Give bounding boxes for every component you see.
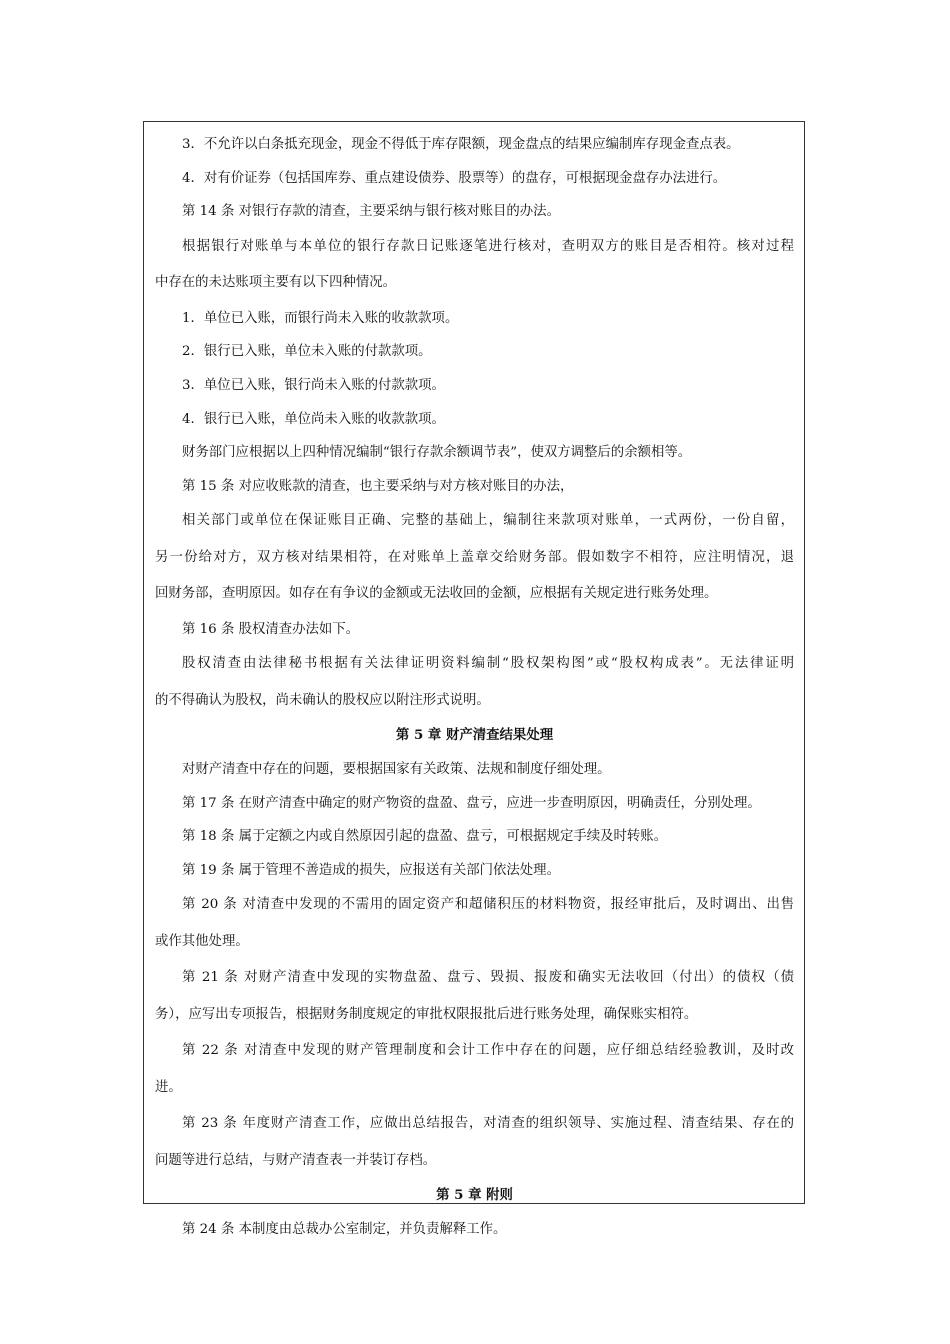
paragraph-line: 回财务部，查明原因。如存在有争议的金额或无法收回的金额，应根据有关规定进行账务处理。 [155,586,718,602]
article-19: 第 19 条 属于管理不善造成的损失，应报送有关部门依法处理。 [182,862,560,878]
article-16: 第 16 条 股权清查办法如下。 [182,621,360,637]
paragraph-line: 的不得确认为股权，尚未确认的股权应以附注形式说明。 [155,692,490,708]
list-item: 2．银行已入账，单位未入账的付款款项。 [182,344,432,360]
paragraph-line: 4．对有价证券（包括国库券、重点建设债券、股票等）的盘存，可根据现金盘存办法进行。 [182,170,727,186]
article-24: 第 24 条 本制度由总裁办公室制定，并负责解释工作。 [182,1222,507,1237]
chapter-heading: 第 5 章 附则 [436,1187,513,1204]
list-item: 3．单位已入账，银行尚未入账的付款款项。 [182,377,445,393]
list-item: 4．银行已入账，单位尚未入账的收款款项。 [182,411,445,427]
paragraph-line: 中存在的未达账项主要有以下四种情况。 [155,275,397,291]
paragraph-line: 相关部门或单位在保证账目正确、完整的基础上，编制往来款项对账单，一式两份，一份自留， [182,513,794,529]
paragraph-line: 3．不允许以白条抵充现金，现金不得低于库存限额，现金盘点的结果应编制库存现金查点表。 [182,137,740,152]
paragraph-line: 进。 [155,1079,182,1095]
paragraph-line: 问题等进行总结，与财产清查表一并装订存档。 [155,1152,437,1168]
paragraph-line: 或作其他处理。 [155,933,249,949]
paragraph-line: 另一份给对方，双方核对结果相符，在对账单上盖章交给财务部。假如数字不相符，应注明情况，退 [155,549,794,565]
paragraph-line: 务），应写出专项报告，根据财务制度规定的审批权限报批后进行账务处理，确保账实相符。 [155,1006,698,1022]
paragraph-line: 财务部门应根据以上四种情况编制“银行存款余额调节表”，使双方调整后的余额相等。 [182,445,692,461]
paragraph-line: 根据银行对账单与本单位的银行存款日记账逐笔进行核对，查明双方的账目是否相符。核对过程 [182,238,794,254]
article-20: 第 20 条 对清查中发现的不需用的固定资产和超储积压的材料物资，报经审批后，及时调出、出售 [182,897,794,913]
paragraph-line: 股权清查由法律秘书根据有关法律证明资料编制“股权架构图”或“股权构成表”。无法律证明 [182,656,794,672]
article-21: 第 21 条 对财产清查中发现的实物盘盈、盘亏、毁损、报废和确实无法收回（付出）的债权（债 [182,970,794,986]
list-item: 1．单位已入账，而银行尚未入账的收款款项。 [182,310,459,326]
chapter-heading: 第 5 章 财产清查结果处理 [395,727,554,744]
article-17: 第 17 条 在财产清查中确定的财产物资的盘盈、盘亏，应进一步查明原因，明确责任，分别处理。 [182,795,761,811]
article-15: 第 15 条 对应收账款的清查，也主要采纳与对方核对账目的办法， [182,478,574,494]
paragraph-line: 对财产清查中存在的问题，要根据国家有关政策、法规和制度仔细处理。 [182,762,611,778]
document-frame [143,121,805,1237]
article-18: 第 18 条 属于定额之内或自然原因引起的盘盈、盘亏，可根据规定手续及时转账。 [182,829,668,845]
article-23: 第 23 条 年度财产清查工作，应做出总结报告，对清查的组织领导、实施过程、清查结果、存在的 [182,1116,794,1132]
article-22: 第 22 条 对清查中发现的财产管理制度和会计工作中存在的问题，应仔细总结经验教训，及时改 [182,1043,794,1059]
article-14: 第 14 条 对银行存款的清查，主要采纳与银行核对账目的办法。 [182,204,560,220]
